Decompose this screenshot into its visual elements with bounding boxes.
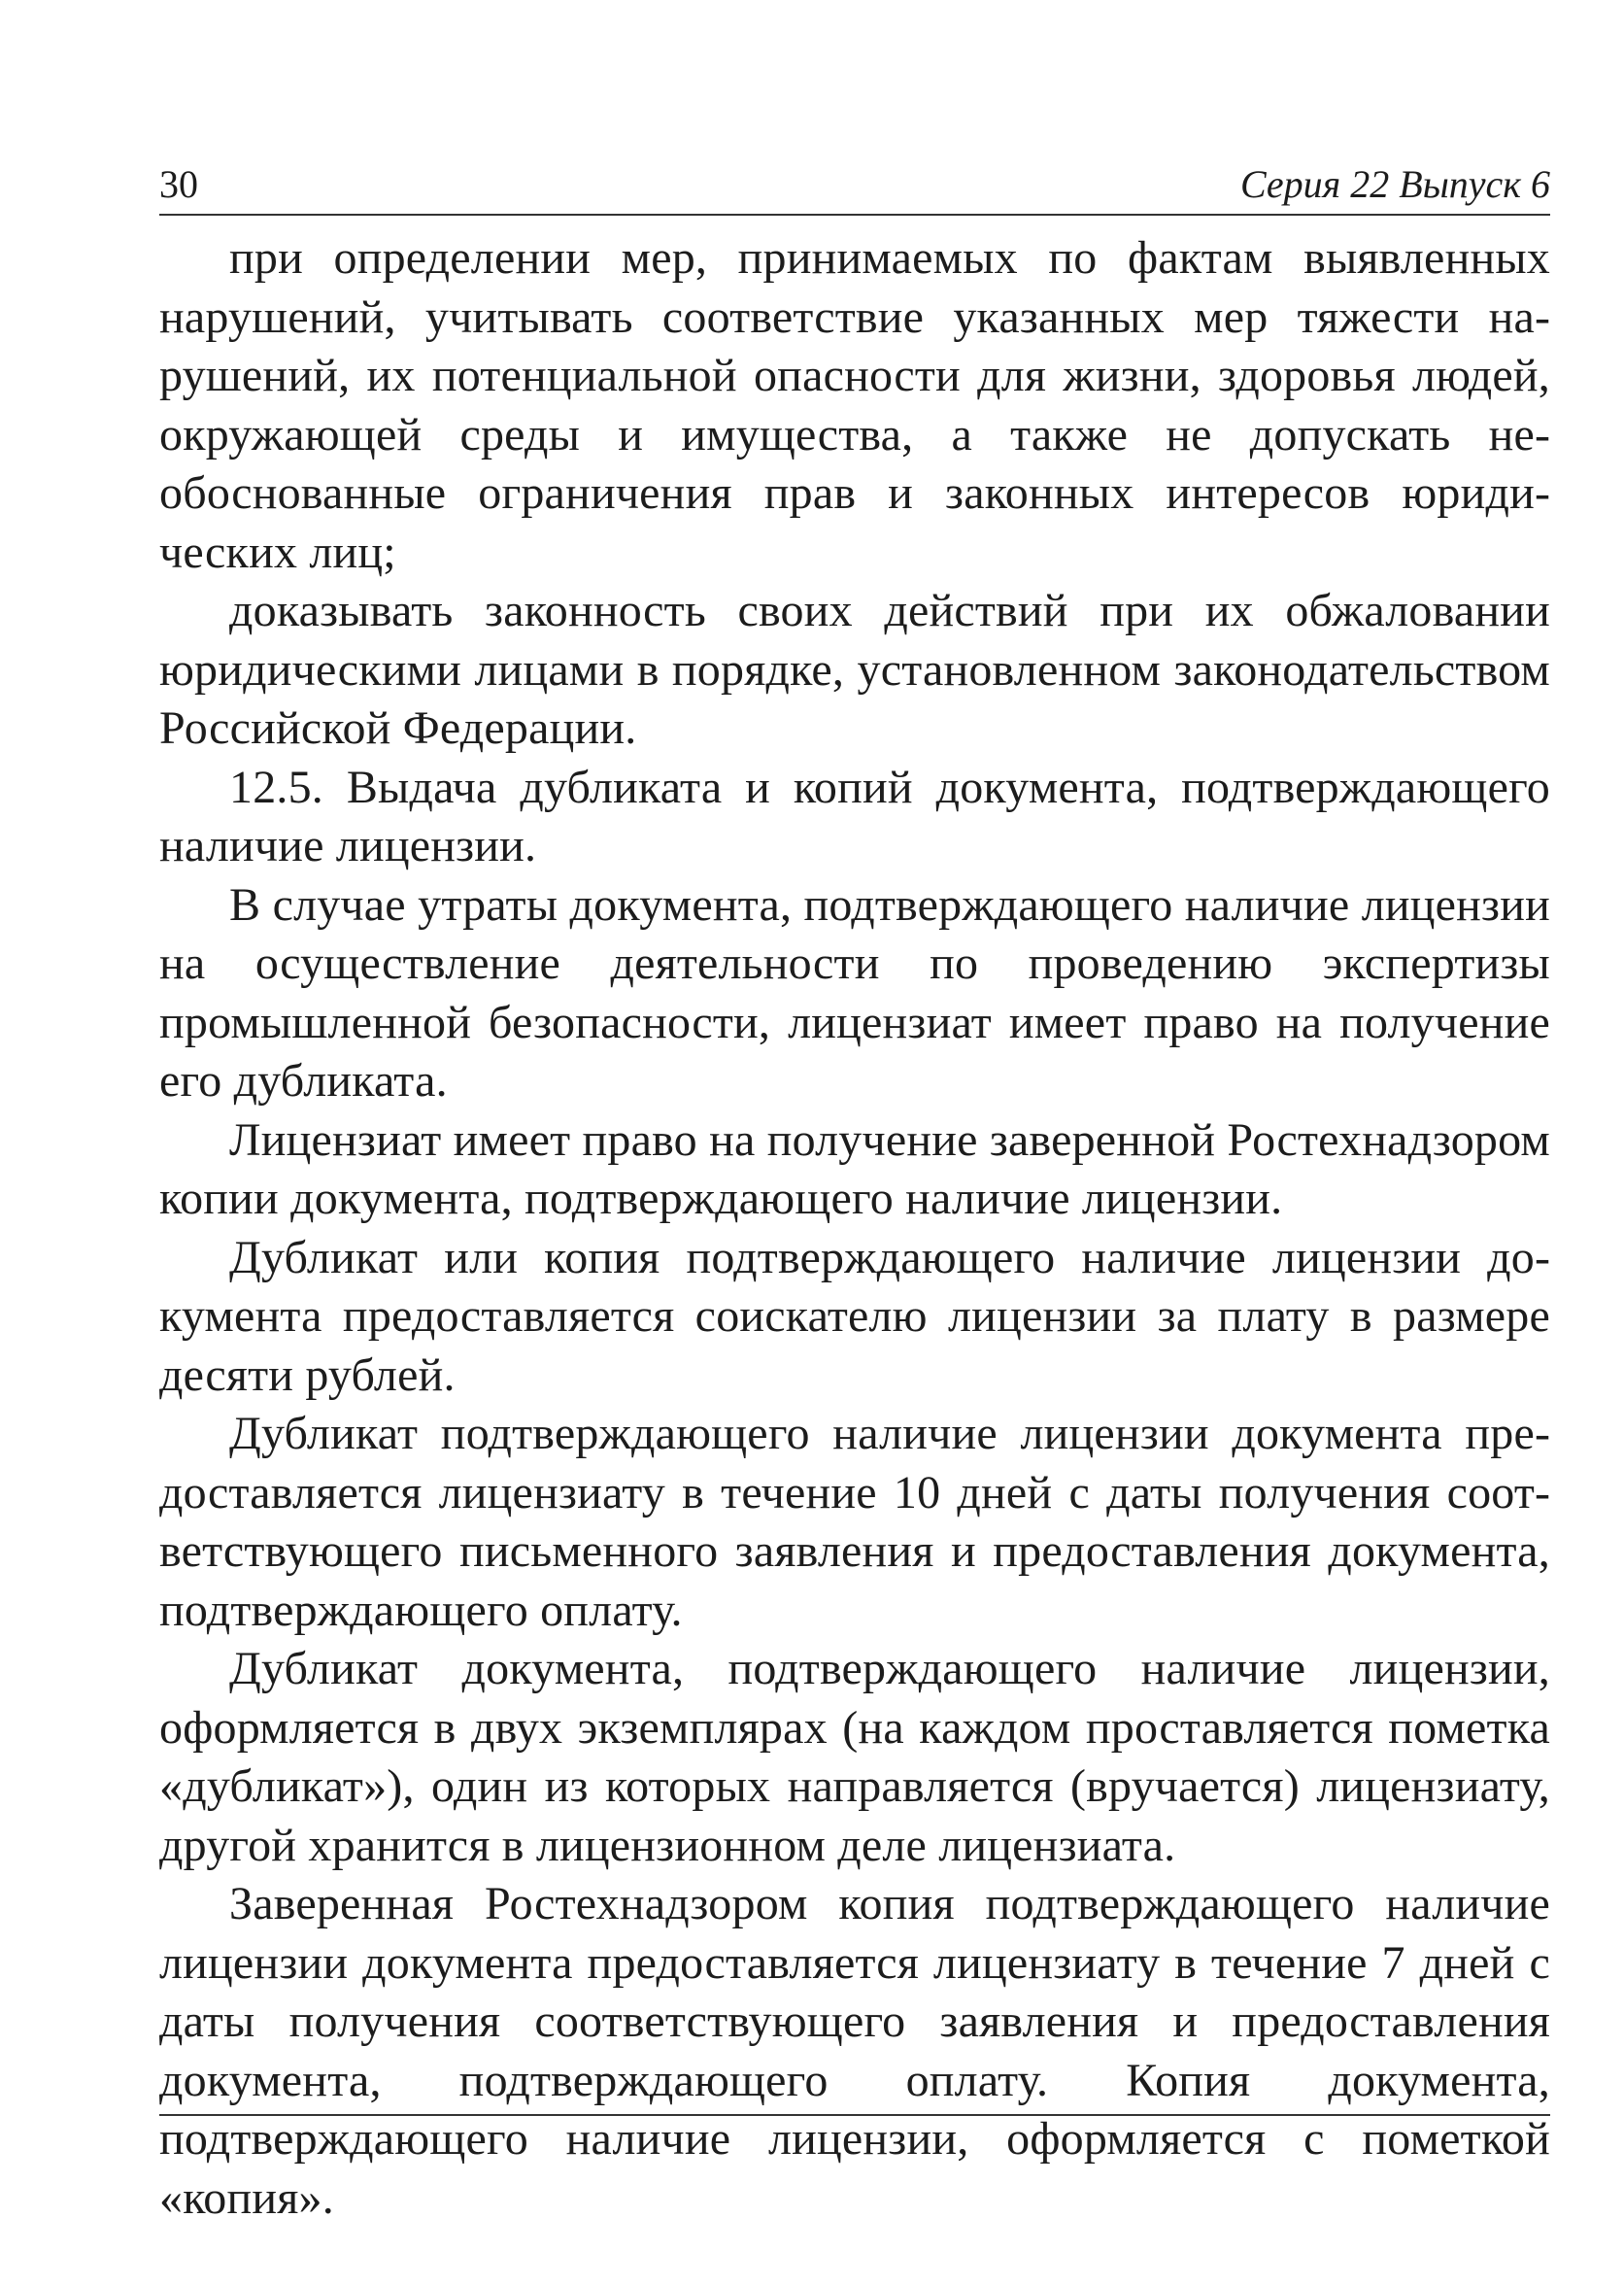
paragraph: В случае утраты документа, подтверждающего наличие лицензии на осуществление деятельности по проведению экспертизы промышленной безопасности, лицензиат имеет право на получение его дубликата. xyxy=(159,878,1550,1107)
paragraph: доказывать законность своих действий при их обжаловании юридическими лицами в порядке, установленном законодательством Российской Федерации. xyxy=(159,585,1550,754)
footer-divider xyxy=(159,2114,1550,2116)
paragraph: Дубликат или копия подтверждающего наличие лицензии документа предоставляется соискателю лицензии за плату в размере десяти рублей. xyxy=(159,1231,1550,1401)
paragraph: при определении мер, принимаемых по фактам выявленных нарушений, учитывать соответствие указанных мер тяжести нарушений, их потенциальной опасности для жизни, здоровья людей, окружающей среды и имущества, а также не допускать необоснованные ограничения прав и законных интересов юридических лиц; xyxy=(159,232,1550,578)
paragraph: Дубликат подтверждающего наличие лицензии документа предоставляется лицензиату в течение 10 дней с даты получения соответствующего письменного заявления и предоставления документа, подтверждающего оплату. xyxy=(159,1408,1550,1636)
running-header xyxy=(159,155,1550,216)
document-page xyxy=(159,155,1550,2228)
section-heading-paragraph: 12.5. Выдача дубликата и копий документа, подтверждающего наличие лицензии. xyxy=(159,761,1550,871)
series-title: Серия 22 Выпуск 6 xyxy=(1239,162,1550,206)
paragraph: Дубликат документа, подтверждающего наличие лицензии, оформляется в двух экземплярах (на каждом проставляется пометка «дубликат»), один из которых направляется (вручается) лицензиату, другой хранится в лицензионном деле лицензиата. xyxy=(159,1643,1550,1871)
page-number: 30 xyxy=(159,162,198,206)
paragraph: Лицензиат имеет право на получение заверенной Ростехнадзором копии документа, подтверждающего наличие лицензии. xyxy=(159,1113,1550,1224)
body-text xyxy=(159,229,1550,2228)
paragraph: Заверенная Ростехнадзором копия подтверждающего наличие лицензии документа предоставляется лицензиату в течение 7 дней с даты получения соответствующего заявления и предоставления документа, подтверждающего оплату. Копия документа, подтверждающего наличие лицензии, оформляется с пометкой «копия». xyxy=(159,1878,1550,2224)
